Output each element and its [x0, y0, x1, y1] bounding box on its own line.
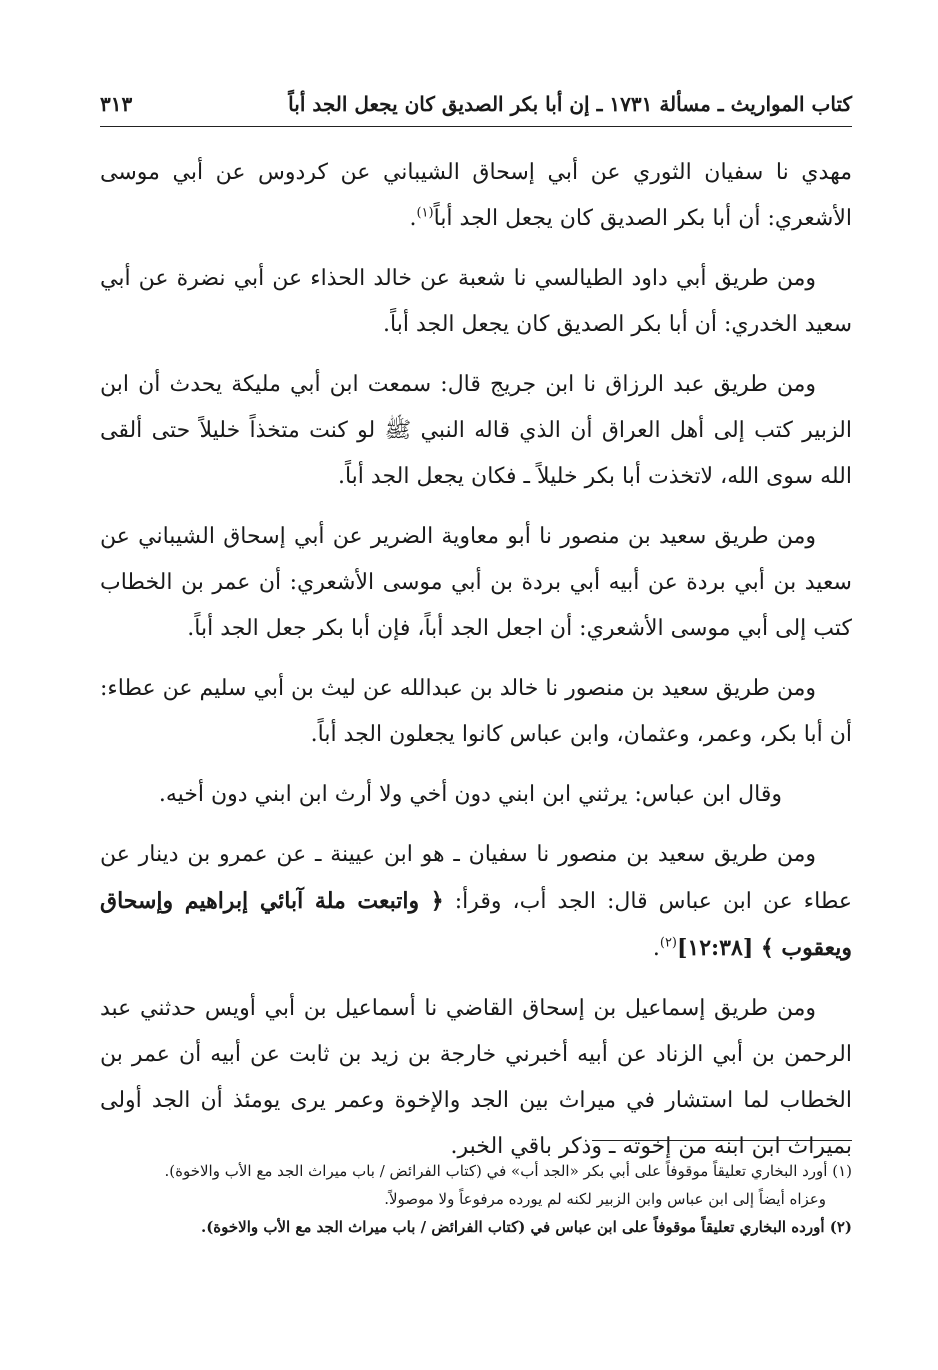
footnote-mark-2: (٢)	[659, 935, 677, 951]
paragraph-text: وقال ابن عباس: يرثني ابن ابني دون أخي ولا أرث ابن ابني دون أخيه.	[158, 782, 782, 807]
paragraph-text: مهدي نا سفيان الثوري عن أبي إسحاق الشيباني عن كردوس عن أبي موسى الأشعري: أن أبا بكر الصديق كان يجعل الجد أباً	[100, 160, 852, 231]
main-text	[100, 150, 852, 1184]
paragraph-6	[100, 772, 852, 818]
footnote-1: (١) أورد البخاري تعليقاً موقوفاً على أبي بكر «الجد أب» في (كتاب الفرائض / باب ميراث الجد مع الأب والاخوة).	[164, 1162, 852, 1180]
paragraph-2	[100, 256, 852, 348]
footnote-mark-1: (١)	[416, 205, 434, 221]
paragraph-text: ومن طريق إسماعيل بن إسحاق القاضي نا أسماعيل بن أبي أويس حدثني عبد الرحمن بن أبي الزناد عن أبيه أخبرني خارجة بن زيد بن ثابت عن أبيه أن عمر بن الخطاب لما استشار في ميراث بين الجد والإخوة وعمر يرى يومئذ أن الجد أولى بميراث ابن ابنه من إخوته ـ وذكر باقي الخبر.	[100, 996, 852, 1159]
paragraph-text: ومن طريق سعيد بن منصور نا أبو معاوية الضرير عن أبي إسحاق الشيباني عن سعيد بن أبي بردة عن أبيه أبي بردة بن أبي موسى الأشعري: أن عمر بن الخطاب كتب إلى أبي موسى الأشعري: أن اجعل الجد أباً، فإن أبا بكر جعل الجد أباً.	[100, 524, 852, 641]
paragraph-4	[100, 514, 852, 652]
footnote-1-continuation: وعزاه أيضاً إلى ابن عباس وابن الزبير لكنه لم يورده مرفوعاً ولا موصولاً.	[384, 1190, 826, 1208]
running-title: كتاب المواريث ـ مسألة ١٧٣١ ـ إن أبا بكر الصديق كان يجعل الجد أباً	[288, 92, 852, 116]
paragraph-tail: .	[652, 936, 660, 961]
paragraph-tail: .	[409, 206, 417, 231]
paragraph-text: ومن طريق عبد الرزاق نا ابن جريج قال: سمعت ابن أبي مليكة يحدث أن ابن الزبير كتب إلى أهل العراق أن الذي قاله النبي ﷺ لو كنت متخذاً خليلاً حتى ألقى الله سوى الله، لاتخذت أبا بكر خليلاً ـ فكان يجعل الجد أباً.	[100, 372, 853, 489]
footnote-2: (٢) أورده البخاري تعليقاً موقوفاً على ابن عباس في (كتاب الفرائض / باب ميراث الجد مع الأب والاخوة).	[200, 1218, 852, 1236]
paragraph-1	[100, 150, 852, 242]
footnote-divider	[592, 1140, 852, 1141]
page-number: ٣١٣	[100, 92, 133, 116]
quran-verse: ﴿ واتبعت ملة آبائي إبراهيم وإسحاق ويعقوب ﴾ [١٢:٣٨]	[100, 888, 852, 961]
paragraph-text: ومن طريق أبي داود الطيالسي نا شعبة عن خالد الحذاء عن أبي نضرة عن أبي سعيد الخدري: أن أبا بكر الصديق كان يجعل الجد أباً.	[100, 266, 852, 337]
paragraph-text: ومن طريق سعيد بن منصور نا خالد بن عبدالله عن ليث بن أبي سليم عن عطاء: أن أبا بكر، وعمر، وعثمان، وابن عباس كانوا يجعلون الجد أباً.	[100, 676, 852, 747]
paragraph-5	[100, 666, 852, 758]
paragraph-3	[100, 362, 852, 500]
page-header	[100, 82, 852, 127]
paragraph-8	[100, 986, 852, 1170]
footnotes	[100, 1158, 852, 1242]
paragraph-7	[100, 832, 852, 972]
paragraph-text: ومن طريق سعيد بن منصور نا سفيان ـ هو ابن عيينة ـ عن عمرو بن دينار عن عطاء عن ابن عباس قال: الجد أب، وقرأ:	[100, 842, 852, 914]
